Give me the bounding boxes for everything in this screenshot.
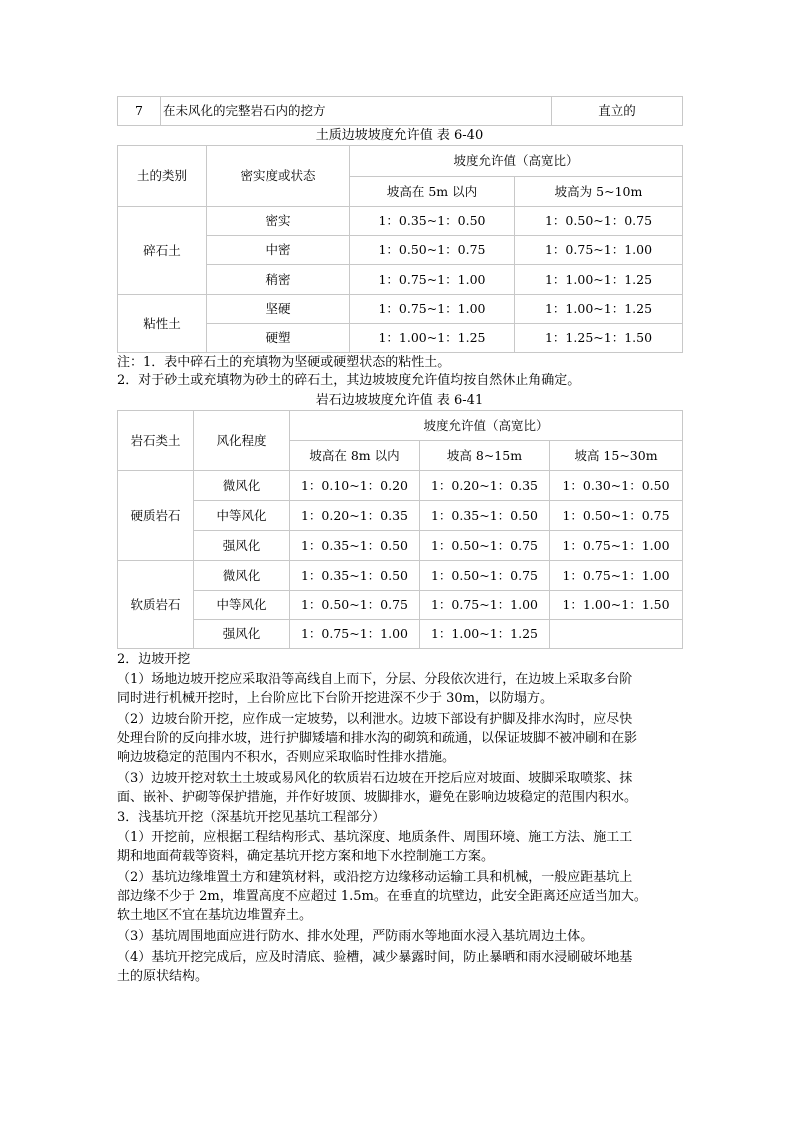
value-cell: 1：1.00~1：1.25 (350, 324, 515, 353)
value-cell: 1：0.20~1：0.35 (420, 471, 550, 501)
value-cell: 1：0.35~1：0.50 (290, 531, 420, 561)
section-2-paragraph-1 (117, 670, 682, 708)
header-height-1: 坡高在 5m 以内 (350, 177, 515, 207)
text-line: 部边缘不少于 2m，堆置高度不应超过 1.5m。在垂直的坑壁边，此安全距离还应适当加大。 (117, 889, 647, 904)
value-cell: 1：0.75~1：1.00 (290, 620, 420, 649)
value-cell: 1：0.10~1：0.20 (290, 471, 420, 501)
value-cell: 1：0.30~1：0.50 (550, 471, 683, 501)
state-cell: 硬塑 (207, 324, 350, 353)
value-cell: 1：1.00~1：1.50 (550, 591, 683, 620)
state-cell: 稍密 (207, 265, 350, 295)
value-cell: 1：0.75~1：1.00 (550, 561, 683, 591)
state-cell: 密实 (207, 207, 350, 236)
document-page (117, 0, 682, 988)
text-line: 土的原状结构。 (117, 969, 209, 984)
text-line: 软土地区不宜在基坑边堆置弃土。 (117, 908, 313, 923)
text-line: 响边坡稳定的范围内不积水，否则应采取临时性排水措施。 (117, 750, 456, 765)
table-row (118, 471, 683, 501)
section-3-paragraph-3 (117, 927, 682, 946)
text-line: （4）基坑开挖完成后，应及时清底、验槽，减少暴露时间，防止暴晒和雨水浸刷破坏地基 (117, 950, 633, 965)
value-cell: 1：0.75~1：1.00 (515, 236, 683, 265)
header-height-2: 坡高为 5~10m (515, 177, 683, 207)
table-row (118, 591, 683, 620)
header-state: 密实度或状态 (207, 146, 350, 207)
section-2-paragraph-3 (117, 769, 682, 807)
value-cell: 1：0.20~1：0.35 (290, 501, 420, 531)
weathering-cell: 强风化 (194, 620, 290, 649)
text-line: 同时进行机械开挖时，上台阶应比下台阶开挖进深不少于 30m，以防塌方。 (117, 691, 554, 706)
weathering-cell: 微风化 (194, 471, 290, 501)
weathering-cell: 微风化 (194, 561, 290, 591)
table-row (118, 501, 683, 531)
section-3-heading: 3．浅基坑开挖（深基坑开挖见基坑工程部分） (117, 810, 386, 825)
section-3-paragraph-4 (117, 948, 682, 986)
value-cell: 1：0.35~1：0.50 (350, 207, 515, 236)
rock-type-cell: 软质岩石 (118, 561, 194, 649)
value-cell: 1：0.75~1：1.00 (350, 265, 515, 295)
value-cell: 1：0.75~1：1.00 (350, 295, 515, 324)
text-line: （2）边坡台阶开挖，应作成一定坡势，以利泄水。边坡下部设有护脚及排水沟时，应尽快 (117, 712, 633, 727)
value-cell: 1：1.25~1：1.50 (515, 324, 683, 353)
value-cell: 1：1.00~1：1.25 (515, 265, 683, 295)
header-height-3: 坡高 15~30m (550, 441, 683, 471)
value-cell (550, 620, 683, 649)
value-cell: 1：0.50~1：0.75 (420, 531, 550, 561)
section-3-paragraph-2 (117, 868, 682, 925)
header-height-2: 坡高 8~15m (420, 441, 550, 471)
text-line: （2）基坑边缘堆置土方和建筑材料，或沿挖方边缘移动运输工具和机械，一般应距基坑上 (117, 870, 633, 885)
header-height-1: 坡高在 8m 以内 (290, 441, 420, 471)
section-2-paragraph-2 (117, 710, 682, 767)
table-row (118, 97, 683, 126)
weathering-cell: 中等风化 (194, 591, 290, 620)
row-description: 在未风化的完整岩石内的挖方 (161, 97, 552, 126)
value-cell: 1：0.50~1：0.75 (420, 561, 550, 591)
top-table (117, 96, 683, 126)
rock-table-caption: 岩石边坡坡度允许值 表 6-41 (315, 393, 484, 408)
value-cell: 1：1.00~1：1.25 (420, 620, 550, 649)
text-line: （3）基坑周围地面应进行防水、排水处理，严防雨水等地面水浸入基坑周边土体。 (117, 929, 594, 944)
soil-table-note-1: 注：1．表中碎石土的充填物为坚硬或硬塑状态的粘性土。 (117, 355, 451, 370)
value-cell: 1：0.35~1：0.50 (290, 561, 420, 591)
rock-type-cell: 硬质岩石 (118, 471, 194, 561)
row-value: 直立的 (552, 97, 683, 126)
table-row (118, 531, 683, 561)
soil-slope-table (117, 145, 683, 353)
text-line: （1）开挖前，应根据工程结构形式、基坑深度、地质条件、周围环境、施工方法、施工工 (117, 830, 633, 845)
header-slope-group: 坡度允许值（高宽比） (290, 411, 683, 441)
weathering-cell: 中等风化 (194, 501, 290, 531)
soil-type-cell: 粘性土 (118, 295, 207, 353)
value-cell: 1：0.35~1：0.50 (420, 501, 550, 531)
soil-type-cell: 碎石土 (118, 207, 207, 295)
value-cell: 1：1.00~1：1.25 (515, 295, 683, 324)
state-cell: 中密 (207, 236, 350, 265)
header-weathering: 风化程度 (194, 411, 290, 471)
header-soil-type: 土的类别 (118, 146, 207, 207)
text-line: 面、嵌补、护砌等保护措施，并作好坡顶、坡脚排水，避免在影响边坡稳定的范围内积水。 (117, 790, 638, 805)
header-slope-group: 坡度允许值（高宽比） (350, 146, 683, 177)
soil-table-caption: 土质边坡坡度允许值 表 6-40 (315, 128, 484, 143)
section-3-paragraph-1 (117, 828, 682, 866)
text-line: （1）场地边坡开挖应采取沿等高线自上而下，分层、分段依次进行，在边坡上采取多台阶 (117, 672, 633, 687)
table-row (118, 620, 683, 649)
value-cell: 1：0.75~1：1.00 (420, 591, 550, 620)
weathering-cell: 强风化 (194, 531, 290, 561)
table-header-row (118, 411, 683, 441)
value-cell: 1：0.50~1：0.75 (290, 591, 420, 620)
table-header-row (118, 146, 683, 177)
rock-slope-table (117, 410, 683, 649)
text-line: （3）边坡开挖对软土土坡或易风化的软质岩石边坡在开挖后应对坡面、坡脚采取喷浆、抹 (117, 771, 633, 786)
text-line: 处理台阶的反向排水坡，进行护脚矮墙和排水沟的砌筑和疏通，以保证坡脚不被冲刷和在影 (117, 731, 638, 746)
value-cell: 1：0.75~1：1.00 (550, 531, 683, 561)
table-row (118, 295, 683, 324)
section-2-heading: 2．边坡开挖 (117, 652, 191, 667)
value-cell: 1：0.50~1：0.75 (550, 501, 683, 531)
value-cell: 1：0.50~1：0.75 (350, 236, 515, 265)
value-cell: 1：0.50~1：0.75 (515, 207, 683, 236)
table-row (118, 561, 683, 591)
text-line: 期和地面荷载等资料，确定基坑开挖方案和地下水控制施工方案。 (117, 849, 495, 864)
row-number: 7 (118, 97, 161, 126)
header-rock-type: 岩石类土 (118, 411, 194, 471)
state-cell: 坚硬 (207, 295, 350, 324)
table-row (118, 207, 683, 236)
soil-table-note-2: 2．对于砂土或充填物为砂土的碎石土，其边坡坡度允许值均按自然休止角确定。 (117, 373, 581, 388)
